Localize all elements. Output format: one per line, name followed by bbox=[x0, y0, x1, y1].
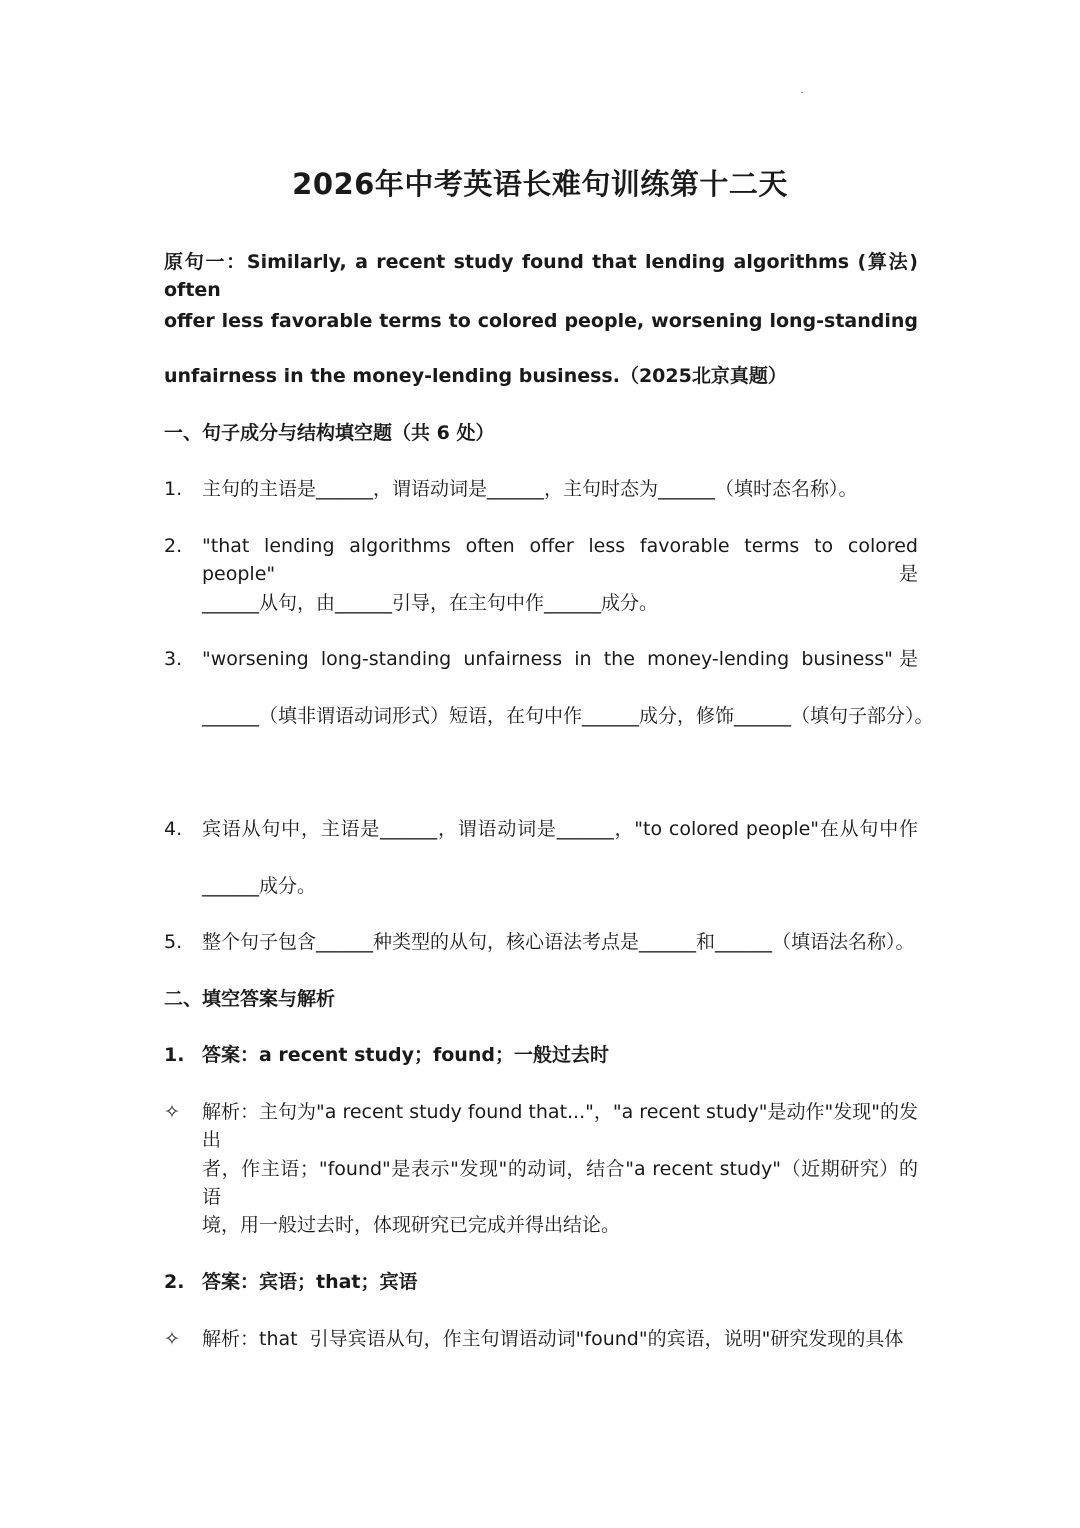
question-5-line-1: 整个句子包含______种类型的从句，核心语法考点是______和______（填语法名称）。 bbox=[202, 931, 915, 953]
sparkle-bullet-icon: ✧ bbox=[164, 1328, 180, 1350]
question-2-number: 2. bbox=[164, 535, 183, 557]
section1-heading: 一、句子成分与结构填空题（共 6 处） bbox=[164, 422, 495, 444]
question-5-number: 5. bbox=[164, 931, 183, 953]
sparkle-bullet-icon: ✧ bbox=[164, 1101, 180, 1123]
answer-1-text: 答案：a recent study；found；一般过去时 bbox=[202, 1044, 609, 1066]
original-sentence-line-2: offer less favorable terms to colored people, worsening long-standing bbox=[164, 310, 918, 332]
question-4-line-2: ______成分。 bbox=[202, 875, 317, 897]
analysis-1-line-3: 境，用一般过去时，体现研究已完成并得出结论。 bbox=[202, 1214, 621, 1236]
question-3-line-2: ______（填非谓语动词形式）短语，在句中作______成分，修饰______（填句子部分）。 bbox=[202, 705, 934, 727]
original-sentence-line-1: 原句一：Similarly, a recent study found that lending algorithms (算法) often bbox=[164, 251, 918, 301]
question-4-line-1: 宾语从句中，主语是______，谓语动词是______，"to colored people"在从句中作 bbox=[202, 818, 918, 840]
question-3-number: 3. bbox=[164, 648, 183, 670]
question-2-line-2: ______从句，由______引导，在主句中作______成分。 bbox=[202, 592, 659, 614]
analysis-1-line-2: 者，作主语；"found"是表示"发现"的动词，结合"a recent study"（近期研究）的语 bbox=[202, 1158, 918, 1208]
question-1-number: 1. bbox=[164, 478, 183, 500]
question-4-number: 4. bbox=[164, 818, 183, 840]
question-1-line-1: 主句的主语是______，谓语动词是______，主句时态为______（填时态名称）。 bbox=[202, 478, 858, 500]
answer-2-text: 答案：宾语；that；宾语 bbox=[202, 1271, 418, 1293]
scan-speck bbox=[801, 92, 803, 93]
analysis-1-line-1: 解析：主句为"a recent study found that..."，"a recent study"是动作"发现"的发出 bbox=[202, 1101, 918, 1151]
page-title: 2026年中考英语长难句训练第十二天 bbox=[292, 167, 788, 201]
question-3-line-1: "worsening long-standing unfairness in the money-lending business"是 bbox=[202, 648, 918, 670]
answer-1-number: 1. bbox=[164, 1044, 185, 1066]
answer-2-number: 2. bbox=[164, 1271, 185, 1293]
question-2-line-1: "that lending algorithms often offer less favorable terms to colored people"是 bbox=[202, 535, 918, 585]
original-sentence-line-3: unfairness in the money-lending business.（2025北京真题） bbox=[164, 365, 787, 387]
analysis-2-line-1: 解析：that 引导宾语从句，作主句谓语动词"found"的宾语，说明"研究发现的具体 bbox=[202, 1328, 904, 1350]
section2-heading: 二、填空答案与解析 bbox=[164, 988, 336, 1010]
